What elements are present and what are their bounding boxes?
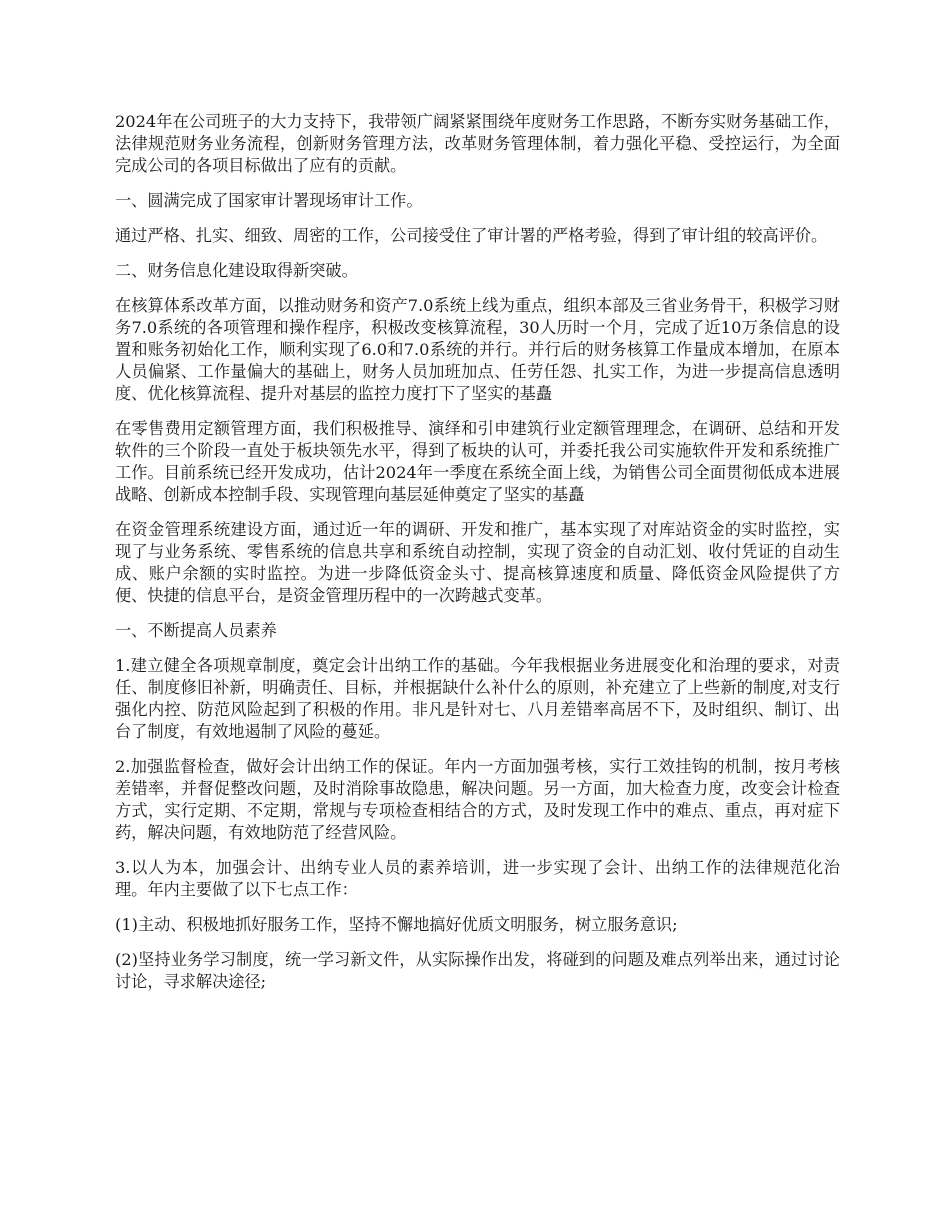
list-item-service: (1)主动、积极地抓好服务工作，坚持不懈地搞好优质文明服务，树立服务意识; <box>115 915 678 934</box>
supervision-paragraph: 2.加强监督检查，做好会计出纳工作的保证。年内一方面加强考核，实行工效挂钩的机制，按月考核差错率，并督促整改问题，及时消除事故隐患，解决问题。另一方面，加大检查力度，改变会计检查方式，实行定期、不定期，常规与专项检查相结合的方式，及时发现工作中的难点、重点，再对症下药，解决问题，有效地防范了经营风险。 <box>115 757 840 842</box>
accounting-reform-paragraph: 在核算体系改革方面，以推动财务和资产7.0系统上线为重点，组织本部及三省业务骨干，积极学习财务7.0系统的各项管理和操作程序，积极改变核算流程，30人历时一个月，完成了近10万条信息的设置和账务初始化工作，顺利实现了6.0和7.0系统的并行。并行后的财务核算工作量成本增加，在原本人员偏紧、工作量偏大的基础上，财务人员加班加点、任劳任怨、扎实工作，为进一步提高信息透明度、优化核算流程、提升对基层的监控力度打下了坚实的基矗 <box>115 296 840 403</box>
section-heading-audit: 一、圆满完成了国家审计署现场审计工作。 <box>115 191 423 210</box>
section-heading-informatization: 二、财务信息化建设取得新突破。 <box>115 261 358 280</box>
retail-expense-paragraph: 在零售费用定额管理方面，我们积极推导、演绎和引申建筑行业定额管理理念，在调研、总结和开发软件的三个阶段一直处于板块领先水平，得到了板块的认可，并委托我公司实施软件开发和系统推广工作。目前系统已经开发成功，估计2024年一季度在系统全面上线，为销售公司全面贯彻低成本进展战略、创新成本控制手段、实现管理向基层延伸奠定了坚实的基矗 <box>115 419 840 504</box>
fund-management-paragraph: 在资金管理系统建设方面，通过近一年的调研、开发和推广，基本实现了对库站资金的实时监控，实现了与业务系统、零售系统的信息共享和系统自动控制，实现了资金的自动汇划、收付凭证的自动生成、账户余额的实时监控。为进一步降低资金头寸、提高核算速度和质量、降低资金风险提供了方便、快捷的信息平台，是资金管理历程中的一次跨越式变革。 <box>115 520 840 605</box>
intro-paragraph: 2024年在公司班子的大力支持下，我带领广阔紧紧围绕年度财务工作思路，不断夯实财务基础工作，法律规范财务业务流程，创新财务管理方法，改革财务管理体制，着力强化平稳、受控运行，为全面完成公司的各项目标做出了应有的贡献。 <box>115 112 840 175</box>
audit-paragraph: 通过严格、扎实、细致、周密的工作，公司接受住了审计署的严格考验，得到了审计组的较高评价。 <box>115 226 828 245</box>
list-item-study: (2)坚持业务学习制度，统一学习新文件，从实际操作出发，将碰到的问题及难点列举出来，通过讨论讨论，寻求解决途径; <box>115 950 840 991</box>
section-heading-personnel: 一、不断提高人员素养 <box>115 621 277 640</box>
rules-paragraph: 1.建立健全各项规章制度，奠定会计出纳工作的基础。今年我根据业务进展变化和治理的要求，对责任、制度修旧补新，明确责任、目标，并根据缺什么补什么的原则，补充建立了上些新的制度,对支行强化内控、防范风险起到了积极的作用。非凡是针对七、八月差错率高居不下，及时组织、制订、出台了制度，有效地遏制了风险的蔓延。 <box>115 656 840 741</box>
training-paragraph: 3.以人为本，加强会计、出纳专业人员的素养培训，进一步实现了会计、出纳工作的法律规范化治理。年内主要做了以下七点工作： <box>115 858 840 899</box>
document-body <box>115 111 840 1006</box>
